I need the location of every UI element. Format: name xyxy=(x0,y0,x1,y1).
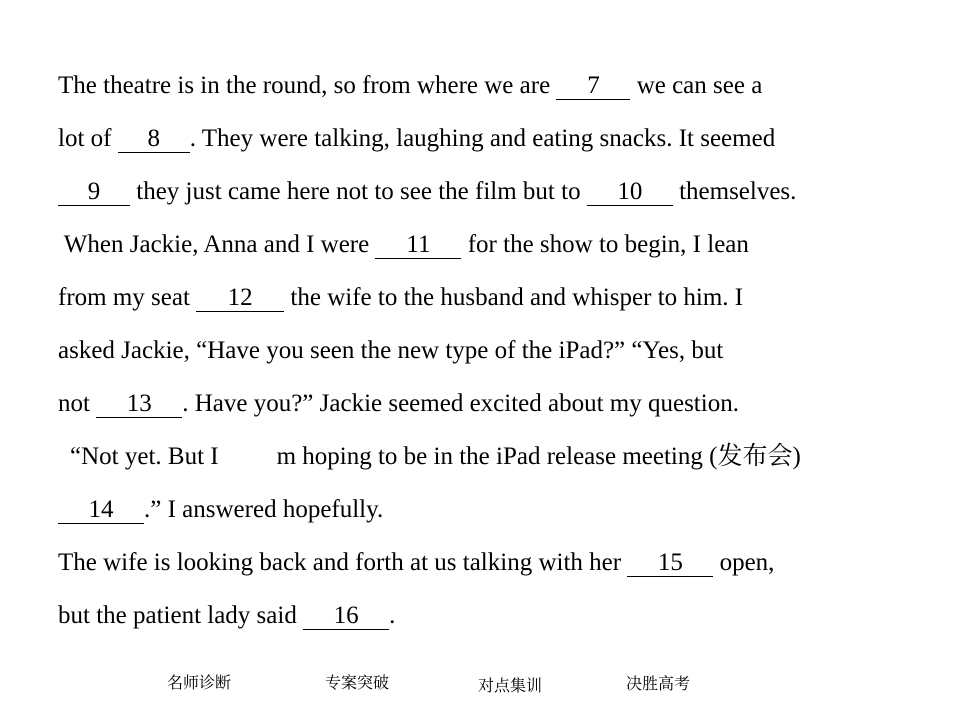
passage-line-9 xyxy=(58,495,383,525)
line-text: When Jackie, Anna and I were xyxy=(58,231,376,258)
line-text: they just came here not to see the film but to xyxy=(130,178,587,205)
passage-line-3 xyxy=(58,177,796,207)
line-text: for the show to begin, I lean xyxy=(461,231,749,258)
line-text: The wife is looking back and forth at us talking with her xyxy=(58,549,628,576)
line-text: not xyxy=(58,390,97,417)
blank-11: 11 xyxy=(375,232,461,259)
line-text: we can see a xyxy=(630,72,763,99)
passage-line-7 xyxy=(58,389,739,419)
line-text: themselves. xyxy=(672,178,797,205)
passage-line-10 xyxy=(58,548,774,578)
line-text: open, xyxy=(713,549,775,576)
nav-gaokao-decisive[interactable]: 决胜高考 xyxy=(626,674,691,693)
line-text: m hoping to be in the iPad release meeting (发布会) xyxy=(276,443,801,470)
nav-expert-diagnosis[interactable]: 名师诊断 xyxy=(167,673,232,692)
line-text: . Have you?” Jackie seemed excited about my question. xyxy=(182,390,739,417)
blank-15: 15 xyxy=(627,550,713,577)
blank-16: 16 xyxy=(303,603,389,630)
blank-13: 13 xyxy=(96,391,182,418)
blank-9: 9 xyxy=(58,179,130,206)
passage-line-11 xyxy=(58,601,395,631)
blank-8: 8 xyxy=(118,126,190,153)
line-text: . They were talking, laughing and eating snacks. It seemed xyxy=(189,125,776,152)
blank-14: 14 xyxy=(58,497,144,524)
line-text: .” I answered hopefully. xyxy=(144,496,384,523)
line-text: . xyxy=(389,602,396,629)
blank-7: 7 xyxy=(556,73,630,100)
line-text: asked Jackie, “Have you seen the new type of the iPad?” “Yes, but xyxy=(58,337,724,364)
passage-line-4 xyxy=(58,230,749,260)
passage-line-2 xyxy=(58,124,775,154)
passage-line-1 xyxy=(58,71,762,101)
line-text: but the patient lady said xyxy=(58,602,304,629)
line-text: lot of xyxy=(58,125,118,152)
nav-targeted-training[interactable]: 对点集训 xyxy=(478,676,543,695)
blank-12: 12 xyxy=(196,285,284,312)
line-text: “Not yet. But I xyxy=(70,443,219,470)
nav-topic-breakthrough[interactable]: 专案突破 xyxy=(325,673,390,692)
line-text: from my seat xyxy=(58,284,197,311)
passage-line-8 xyxy=(70,442,801,472)
passage-line-6 xyxy=(58,336,723,366)
line-text: The theatre is in the round, so from where we are xyxy=(58,72,557,99)
passage-line-5 xyxy=(58,283,743,313)
blank-10: 10 xyxy=(587,179,673,206)
line-text: the wife to the husband and whisper to him. I xyxy=(284,284,744,311)
